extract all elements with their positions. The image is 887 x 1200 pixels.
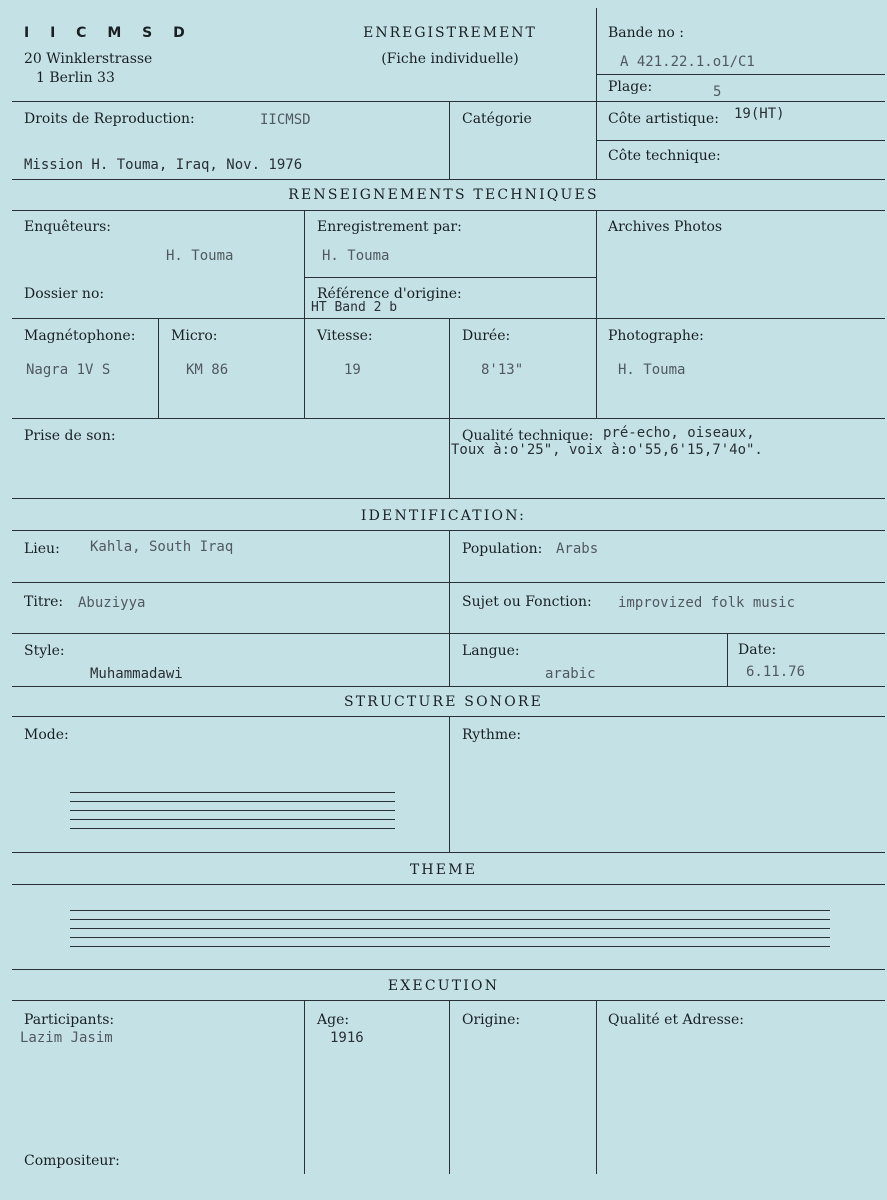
duree-label: Durée:: [462, 328, 511, 344]
categorie-label: Catégorie: [462, 111, 532, 127]
style-value: Muhammadawi: [90, 666, 183, 682]
divider: [449, 318, 450, 498]
divider: [12, 498, 885, 499]
sujet-label: Sujet ou Fonction:: [462, 594, 592, 610]
address-line1: 20 Winklerstrasse: [24, 51, 153, 67]
archives-photos-label: Archives Photos: [608, 219, 723, 235]
cote-artistique-label: Côte artistique:: [608, 111, 719, 127]
magnetophone-label: Magnétophone:: [24, 328, 136, 344]
enregistrement-par-label: Enregistrement par:: [317, 219, 462, 235]
sujet-value: improvized folk music: [618, 595, 796, 611]
qualite-technique-value-1: pré-echo, oiseaux,: [603, 425, 755, 441]
qualite-technique-value-2: Toux à:o'25", voix à:o'55,6'15,7'4o".: [451, 442, 763, 458]
enqueteurs-label: Enquêteurs:: [24, 219, 112, 235]
address-line2: 1 Berlin 33: [36, 70, 115, 86]
qualite-technique-label: Qualité technique:: [462, 428, 594, 444]
cote-artistique-value: 19(HT): [734, 106, 785, 122]
plage-value: 5: [713, 84, 722, 100]
langue-value: arabic: [545, 666, 596, 682]
participants-label: Participants:: [24, 1012, 115, 1028]
duree-value: 8'13": [481, 362, 524, 378]
divider: [596, 140, 885, 141]
bande-value: A 421.22.1.o1/C1: [620, 54, 755, 70]
titre-label: Titre:: [24, 594, 64, 610]
photographe-label: Photographe:: [608, 328, 704, 344]
divider: [12, 179, 885, 180]
age-value: 1916: [330, 1030, 364, 1046]
divider: [12, 686, 885, 687]
vitesse-label: Vitesse:: [317, 328, 373, 344]
enregistrement-par-value: H. Touma: [322, 248, 390, 264]
age-label: Age:: [317, 1012, 350, 1028]
reference-value: HT Band 2 b: [311, 300, 398, 315]
divider: [12, 852, 885, 853]
mode-label: Mode:: [24, 727, 69, 743]
droits-value: IICMSD: [260, 112, 311, 128]
divider: [304, 1000, 305, 1174]
compositeur-label: Compositeur:: [24, 1153, 120, 1169]
section-identification: IDENTIFICATION:: [360, 508, 527, 524]
participants-value: Lazim Jasim: [20, 1030, 113, 1046]
rythme-label: Rythme:: [462, 727, 522, 743]
titre-value: Abuziyya: [78, 595, 146, 611]
micro-label: Micro:: [171, 328, 218, 344]
population-value: Arabs: [556, 541, 599, 557]
date-value: 6.11.76: [746, 664, 806, 680]
section-technical: RENSEIGNEMENTS TECHNIQUES: [288, 187, 599, 203]
enqueteurs-value: H. Touma: [166, 248, 234, 264]
divider: [304, 277, 596, 278]
vitesse-value: 19: [344, 362, 361, 378]
plage-label: Plage:: [608, 79, 653, 95]
magnetophone-value: Nagra 1V S: [26, 362, 111, 378]
divider: [449, 101, 450, 179]
divider: [449, 716, 450, 852]
divider: [596, 74, 885, 75]
droits-label: Droits de Reproduction:: [24, 111, 195, 127]
divider: [12, 884, 885, 885]
form-title: ENREGISTREMENT: [363, 25, 537, 41]
divider: [158, 318, 159, 418]
bande-label: Bande no :: [608, 25, 684, 41]
divider: [449, 1000, 450, 1174]
section-structure: STRUCTURE SONORE: [343, 694, 544, 710]
divider: [304, 210, 305, 418]
divider: [596, 210, 597, 418]
divider: [12, 969, 885, 970]
photographe-value: H. Touma: [618, 362, 686, 378]
prise-de-son-label: Prise de son:: [24, 428, 116, 444]
divider: [449, 530, 450, 686]
mission-value: Mission H. Touma, Iraq, Nov. 1976: [24, 157, 303, 173]
origine-label: Origine:: [462, 1012, 521, 1028]
lieu-label: Lieu:: [24, 541, 60, 557]
section-execution: EXECUTION: [387, 978, 500, 994]
date-label: Date:: [738, 642, 777, 658]
divider: [12, 210, 885, 211]
divider: [727, 633, 728, 686]
style-label: Style:: [24, 643, 65, 659]
dossier-label: Dossier no:: [24, 286, 105, 302]
langue-label: Langue:: [462, 643, 520, 659]
form-subtitle: (Fiche individuelle): [381, 51, 519, 67]
qualite-adresse-label: Qualité et Adresse:: [608, 1012, 744, 1028]
population-label: Population:: [462, 541, 543, 557]
divider: [596, 1000, 597, 1174]
org-name: I I C M S D: [24, 25, 193, 41]
cote-technique-label: Côte technique:: [608, 148, 721, 164]
lieu-value: Kahla, South Iraq: [90, 539, 234, 555]
reference-label: Référence d'origine:: [317, 286, 462, 302]
micro-value: KM 86: [186, 362, 229, 378]
section-theme: THEME: [409, 862, 478, 878]
